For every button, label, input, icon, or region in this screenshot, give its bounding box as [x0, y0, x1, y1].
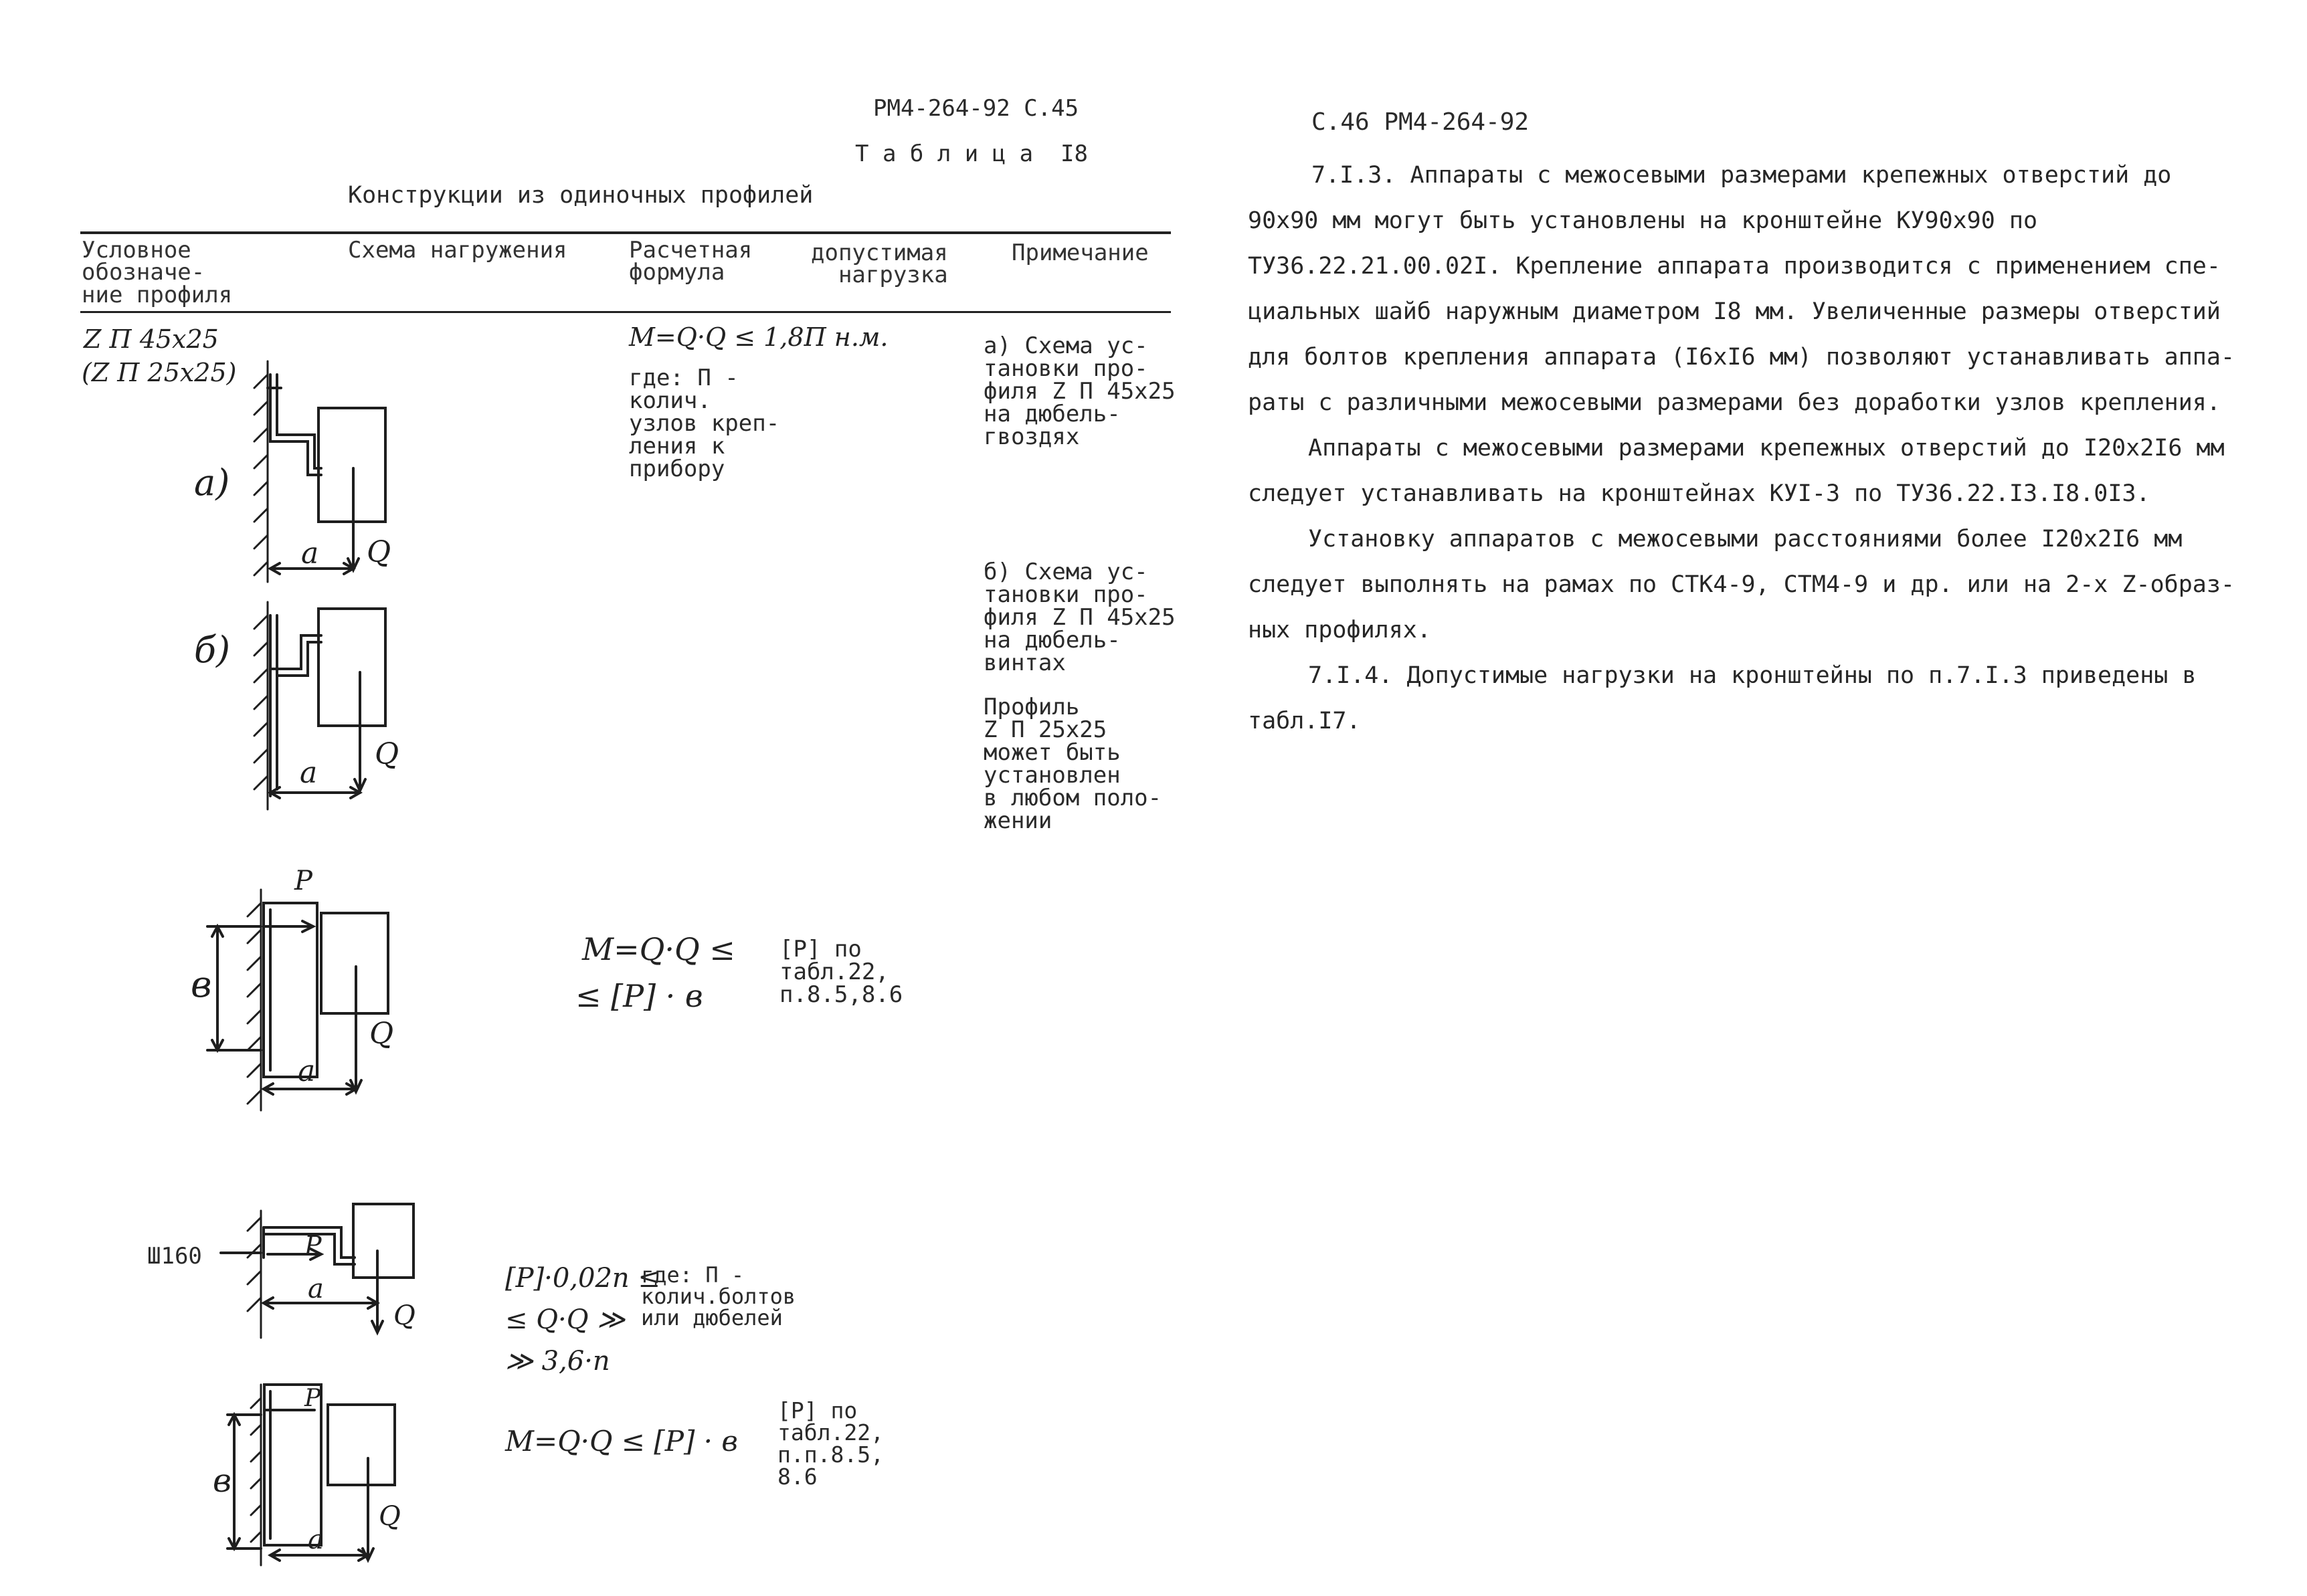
paragraph-line-1: 7.I.3. Аппараты с межосевыми размерами крепежных отверстий до — [1311, 162, 2172, 189]
row2-formula-line1: M=Q·Q ≤ — [582, 931, 735, 967]
row3-where: где: П - колич.болтов или дюбелей — [641, 1262, 796, 1330]
left-page-header: РМ4-264-92 С.45 — [873, 95, 1079, 122]
table-top-rule — [80, 231, 1171, 234]
paragraph-line-10: следует выполнять на рамах по СТК4-9, СТМ4-9 и др. или на 2-х Z-образ- — [1248, 571, 2235, 598]
paragraph-line-3: ТУ36.22.21.00.02I. Крепление аппарата производится с применением спе- — [1248, 253, 2221, 280]
row1-where: где: П - колич. узлов креп- ления к прибору — [629, 365, 780, 482]
svg-text:в: в — [213, 1462, 232, 1500]
svg-text:а): а) — [194, 462, 230, 504]
svg-text:P: P — [304, 1385, 321, 1412]
svg-text:Q: Q — [369, 1017, 394, 1051]
figure-row2-scheme — [187, 863, 428, 1110]
paragraph-line-2: 90х90 мм могут быть установлены на кронштейне КУ90х90 по — [1248, 207, 2038, 234]
svg-text:Q: Q — [393, 1300, 416, 1331]
row4-load: [P] по табл.22, п.п.8.5, 8.6 — [777, 1397, 884, 1490]
paragraph-line-7: Аппараты с межосевыми размерами крепежных отверстий до I20х2I6 мм — [1308, 435, 2225, 462]
col-header-formula: Расчетная формула — [629, 237, 753, 286]
svg-text:Q: Q — [367, 535, 391, 569]
svg-text:Q: Q — [379, 1501, 401, 1532]
row3-formula: [P]·0,02n ≤ ≤ Q·Q ≫ ≫ 3,6·n — [505, 1263, 660, 1377]
paragraph-line-8: следует устанавливать на кронштейнах КУI-3 по ТУ36.22.I3.I8.0I3. — [1248, 480, 2150, 507]
row2-load: [P] по табл.22, п.8.5,8.6 — [779, 936, 903, 1008]
row4-formula: M=Q·Q ≤ [P] · в — [505, 1425, 738, 1458]
paragraph-line-13: табл.I7. — [1248, 708, 1361, 734]
svg-text:P: P — [294, 866, 312, 896]
paragraph-line-6: раты с различными межосевыми размерами без доработки узлов крепления. — [1248, 389, 2221, 416]
paragraph-line-11: ных профилях. — [1248, 617, 1431, 643]
row1-formula: M=Q·Q ≤ 1,8П н.м. — [629, 322, 889, 352]
figure-a-scheme — [187, 348, 428, 575]
svg-text:а: а — [300, 756, 318, 790]
svg-text:а: а — [298, 1054, 316, 1088]
col-header-designation: Условное обозначе- ние профиля — [82, 237, 233, 308]
table-label: Т а б л и ц а I8 — [855, 140, 1088, 167]
figure-row4-scheme — [214, 1378, 428, 1579]
col-header-scheme: Схема нагружения — [348, 237, 567, 264]
svg-text:а: а — [301, 536, 319, 571]
paragraph-line-5: для болтов крепления аппарата (I6хI6 мм) позволяют устанавливать аппа- — [1248, 344, 2235, 371]
right-page-header: С.46 РМ4-264-92 — [1311, 108, 1530, 136]
svg-text:а: а — [308, 1524, 324, 1555]
profile-label-2: (Z П 25х25) — [82, 358, 237, 387]
svg-text:P: P — [304, 1231, 322, 1260]
row2-formula-line2: ≤ [P] · в — [575, 978, 703, 1014]
row3-label: Ш160 — [147, 1243, 202, 1270]
paragraph-line-9: Установку аппаратов с межосевыми расстояниями более I20х2I6 мм — [1308, 526, 2183, 553]
paragraph-line-4: циальных шайб наружным диаметром I8 мм. Увеличенные размеры отверстий — [1248, 298, 2221, 325]
figure-row3-scheme — [221, 1204, 435, 1351]
svg-text:б): б) — [194, 629, 231, 671]
paragraph-line-12: 7.I.4. Допустимые нагрузки на кронштейны по п.7.I.3 приведены в — [1308, 662, 2197, 689]
svg-text:Q: Q — [375, 737, 399, 771]
row1-note-b: б) Схема ус- тановки про- филя Z П 45х25 на дюбель- винтах — [984, 559, 1176, 676]
col-header-load: допустимая нагрузка — [811, 239, 948, 289]
svg-text:в: в — [191, 963, 212, 1005]
row1-note-profile: Профиль Z П 25х25 может быть установлен в любом поло- жении — [984, 694, 1162, 834]
table-header-rule — [80, 311, 1171, 313]
profile-label-1: Z П 45х25 — [84, 324, 219, 354]
svg-text:а: а — [308, 1274, 324, 1304]
figure-b-scheme — [187, 589, 428, 816]
col-header-note: Примечание — [1012, 239, 1149, 266]
row1-note-a: а) Схема ус- тановки про- филя Z П 45х25 на дюбель- гвоздях — [984, 332, 1176, 450]
table-title: Конструкции из одиночных профилей — [348, 182, 814, 209]
